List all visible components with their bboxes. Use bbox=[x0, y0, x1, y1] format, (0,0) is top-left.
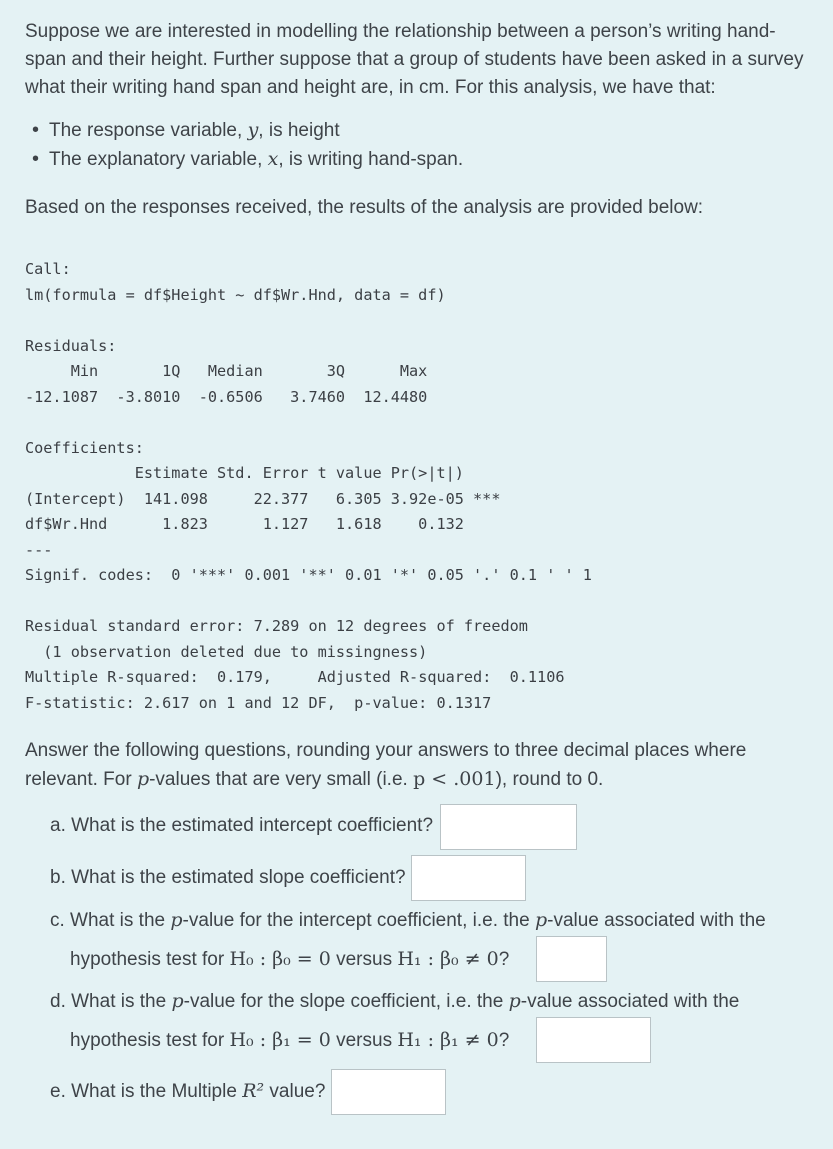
question-e: e. What is the Multiple R² value? bbox=[50, 1080, 326, 1102]
answer-c-input[interactable] bbox=[536, 936, 607, 982]
math-y: y bbox=[247, 119, 259, 141]
answer-d-input[interactable] bbox=[536, 1017, 651, 1063]
question-c-line2: hypothesis test for H₀ : β₀ = 0 versus H₁ : β₀ ≠ 0? bbox=[70, 948, 510, 970]
question-b-text: b. What is the estimated slope coefficient? bbox=[50, 867, 406, 888]
answer-b-input[interactable] bbox=[411, 855, 526, 901]
question-d-line2: hypothesis test for H₀ : β₁ = 0 versus H₁ : β₁ ≠ 0? bbox=[70, 1029, 510, 1051]
math-condition: p < .001 bbox=[413, 768, 496, 790]
math-h1-intercept: H₁ : β₀ ≠ 0 bbox=[397, 948, 499, 970]
intro-paragraph: Suppose we are interested in modelling the relationship between a person’s writing hand-span and their height. Further suppose that a group of students have been asked in a survey what their writing hand span and height are, in cm. For this analysis, we have that: bbox=[25, 21, 804, 98]
answer-a-input[interactable] bbox=[440, 804, 577, 850]
math-h0-slope: H₀ : β₁ = 0 bbox=[229, 1029, 331, 1051]
question-d-line1: d. What is the p-value for the slope coefficient, i.e. the p-value associated with the bbox=[50, 990, 740, 1012]
answer-instructions: Answer the following questions, rounding your answers to three decimal places where relevant. For p-values that are very small (i.e. p < .001), round to 0. bbox=[25, 740, 747, 790]
r-regression-output: Call: lm(formula = df$Height ~ df$Wr.Hnd, data = df) Residuals: Min 1Q Median 3Q Max -12.1087 -3.8010 -0.6506 3.7460 12.4480 Coefficients: Estimate Std. Error t value Pr(>|t|) (Intercept) 141.098 22.377 6.305 3.92e-05 *** df$Wr.Hnd 1.823 1.127 1.618 0.132 --- Signif. codes: 0 '***' 0.001 '**' 0.01 '*' 0.05 '.' 0.1 ' ' 1 Residual standard error: 7.289 on 12 degrees of freedom (1 observation deleted due to missingness) Multiple R-squared: 0.179, Adjusted R-squared: 0.1106 F-statistic: 2.617 on 1 and 12 DF, p-value: 0.1317 bbox=[25, 260, 592, 712]
based-on-text: Based on the responses received, the results of the analysis are provided below: bbox=[25, 197, 704, 218]
answer-e-input[interactable] bbox=[331, 1069, 446, 1115]
variable-list bbox=[32, 116, 463, 174]
math-h0-intercept: H₀ : β₀ = 0 bbox=[229, 948, 331, 970]
math-x: x bbox=[267, 148, 279, 170]
question-a bbox=[50, 806, 433, 846]
question-b bbox=[50, 858, 406, 898]
list-item-explanatory: • The explanatory variable, x, is writing hand-span. bbox=[32, 145, 463, 174]
math-h1-slope: H₁ : β₁ ≠ 0 bbox=[397, 1029, 499, 1051]
list-item-response: • The response variable, y, is height bbox=[32, 116, 463, 145]
question-a-text: a. What is the estimated intercept coefficient? bbox=[50, 815, 434, 836]
question-c-line1: c. What is the p-value for the intercept coefficient, i.e. the p-value associated with the bbox=[50, 909, 766, 931]
math-r-squared: R² bbox=[242, 1080, 265, 1102]
